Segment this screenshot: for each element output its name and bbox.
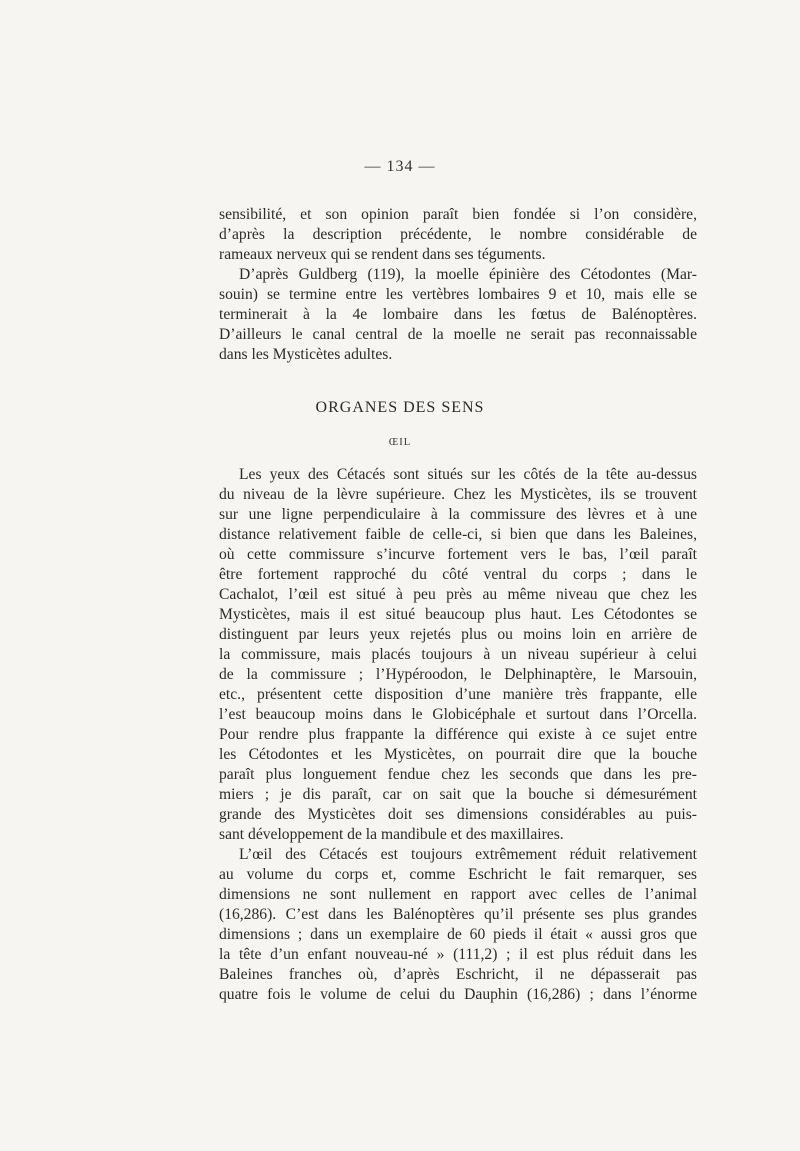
text-line: Les yeux des Cétacés sont situés sur les côtés de la tête au-dessus (239, 466, 697, 483)
text-line: dimensions ; dans un exemplaire de 60 pieds il était « aussi gros que (219, 926, 697, 943)
text-line: la tête d’un enfant nouveau-né » (111,2) ; il est plus réduit dans les (219, 946, 697, 963)
text-line: sant développement de la mandibule et des maxillaires. (219, 826, 564, 843)
text-line: distinguent par leurs yeux rejetés plus ou moins loin en arrière de (219, 626, 697, 643)
paragraph-4 (219, 845, 697, 1005)
text-line: (16,286). C’est dans les Balénoptères qu’il présente ses plus grandes (219, 906, 697, 923)
paragraph-2 (219, 265, 697, 365)
page-number: — 134 — (364, 158, 436, 175)
text-line: d’après la description précédente, le nombre considérable de (219, 226, 697, 243)
text-line: Baleines franches où, d’après Eschricht, il ne dépasserait pas (219, 966, 697, 983)
paragraph-1 (219, 205, 697, 265)
text-line: Pour rendre plus frappante la différence qui existe à ce sujet entre (219, 726, 697, 743)
text-line: Cachalot, l’œil est situé à peu près au même niveau que chez les (219, 586, 697, 603)
text-line: rameaux nerveux qui se rendent dans ses téguments. (219, 246, 546, 263)
text-line: distance relativement faible de celle-ci, si bien que dans les Baleines, (219, 526, 697, 543)
text-block-bottom (219, 465, 697, 1005)
text-line: sensibilité, et son opinion paraît bien fondée si l’on considère, (219, 206, 697, 223)
subsection-heading: ŒIL (388, 437, 412, 448)
text-line: grande des Mysticètes doit ses dimensions considérables au puis- (219, 806, 697, 823)
text-line: du niveau de la lèvre supérieure. Chez les Mysticètes, ils se trouvent (219, 486, 697, 503)
text-line: D’ailleurs le canal central de la moelle ne serait pas reconnaissable (219, 326, 697, 343)
text-line: au volume du corps et, comme Eschricht le fait remarquer, ses (219, 866, 697, 883)
text-line: miers ; je dis paraît, car on sait que la bouche si démesurément (219, 786, 697, 803)
text-line: sur une ligne perpendiculaire à la commissure des lèvres et à une (219, 506, 697, 523)
text-line: L’œil des Cétacés est toujours extrêmement réduit relativement (239, 846, 697, 863)
text-line: la commissure, mais placés toujours à un niveau supérieur à celui (219, 646, 697, 663)
text-line: souin) se termine entre les vertèbres lombaires 9 et 10, mais elle se (219, 286, 697, 303)
text-line: les Cétodontes et les Mysticètes, on pourrait dire que la bouche (219, 746, 697, 763)
text-line: dimensions ne sont nullement en rapport avec celles de l’animal (219, 886, 697, 903)
text-line: de la commissure ; l’Hypéroodon, le Delphinaptère, le Marsouin, (219, 666, 697, 683)
text-line: dans les Mysticètes adultes. (219, 346, 393, 363)
text-block-top (219, 205, 697, 365)
text-line: l’est beaucoup moins dans le Globicéphale et surtout dans l’Orcella. (219, 706, 697, 723)
text-line: etc., présentent cette disposition d’une manière très frappante, elle (219, 686, 697, 703)
text-line: être fortement rapproché du côté ventral du corps ; dans le (219, 566, 697, 583)
text-line: où cette commissure s’incurve fortement vers le bas, l’œil paraît (219, 546, 697, 563)
text-line: D’après Guldberg (119), la moelle épinière des Cétodontes (Mar- (239, 266, 697, 283)
text-line: terminerait à la 4e lombaire dans les fœtus de Balénoptères. (219, 306, 697, 323)
text-line: paraît plus longuement fendue chez les seconds que dans les pre- (219, 766, 697, 783)
text-line: Mysticètes, mais il est situé beaucoup plus haut. Les Cétodontes se (219, 606, 697, 623)
section-heading: ORGANES DES SENS (315, 399, 485, 416)
text-line: quatre fois le volume de celui du Dauphin (16,286) ; dans l’énorme (219, 986, 697, 1003)
paragraph-3 (219, 465, 697, 845)
